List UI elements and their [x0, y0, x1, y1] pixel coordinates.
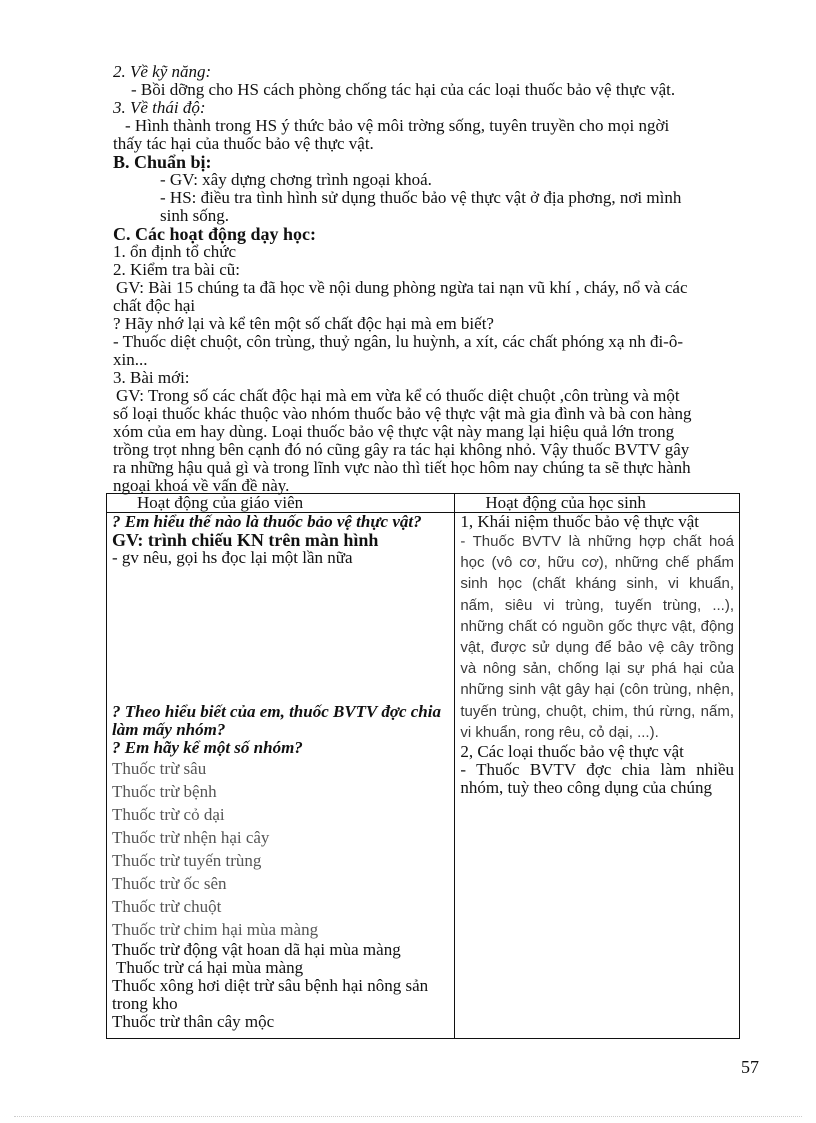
- list-item: Thuốc trừ chuột: [112, 897, 222, 916]
- list-item: Thuốc trừ cá hại mùa màng: [116, 958, 304, 977]
- list-item: Thuốc trừ chim hại mùa màng: [112, 920, 319, 939]
- pesticide-definition: - Thuốc BVTV là những hợp chất hoá học (vô cơ, hữu cơ), những chế phẩm sinh học (chất kháng sinh, vi khuẩn, nấm, siêu vi trùng, tuyến trùng, ...), những chất có nguồn gốc thực vật, động vật, được sử dụng để bảo vệ cây trồng và nông sản, chống lại sự phá hại của những sinh vật gây hại (côn trùng, nhện, tuyến trùng, chuột, chim, thú rừng, nấm, vi khuẩn, rong rêu, cỏ dại, ...).: [460, 533, 734, 741]
- student-column: [455, 513, 740, 1039]
- header-teacher: Hoạt động của giáo viên: [107, 494, 455, 513]
- heading-activities: C. Các hoạt động dạy học:: [113, 224, 317, 244]
- new-lesson-line-5: ra những hậu quả gì và trong lĩnh vực nào thì tiết học hôm nay chúng ta sẽ thực hành: [113, 458, 691, 477]
- skills-text: - Bồi dỡng cho HS cách phòng chống tác hại của các loại thuốc bảo vệ thực vật.: [131, 80, 676, 99]
- new-lesson-line-3: xóm của em hay dùng. Loại thuốc bảo vệ thực vật này mang lại hiệu quả lớn trong: [113, 422, 675, 441]
- list-item: Thuốc trừ tuyến trùng: [112, 851, 262, 870]
- teacher-question-1: ? Em hiểu thế nào là thuốc bảo vệ thực vật?: [112, 512, 422, 531]
- table-body-row: [107, 513, 740, 1039]
- list-item: Thuốc trừ nhện hại cây: [112, 828, 270, 847]
- list-item: Thuốc trừ cỏ dại: [112, 805, 225, 824]
- page-bottom-divider: [14, 1116, 802, 1117]
- step-1: 1. ổn định tổ chức: [113, 242, 237, 261]
- heading-attitude: 3. Về thái độ:: [113, 98, 206, 117]
- attitude-line-2: thấy tác hại của thuốc bảo vệ thực vật.: [113, 134, 374, 153]
- list-item: Thuốc trừ bệnh: [112, 782, 217, 801]
- teacher-column: [107, 513, 455, 1039]
- prep-hs-line-2: sinh sống.: [160, 206, 229, 225]
- step-3: 3. Bài mới:: [113, 368, 190, 387]
- list-item: Thuốc trừ ốc sên: [112, 874, 227, 893]
- new-lesson-line-2: số loại thuốc khác thuộc vào nhóm thuốc bảo vệ thực vật mà gia đình và bà con hàng: [113, 404, 692, 423]
- table-header-row: [107, 494, 740, 513]
- list-item: Thuốc trừ động vật hoan dã hại mùa màng: [112, 940, 401, 959]
- list-item: Thuốc xông hơi diệt trừ sâu bệnh hại nông sản trong kho: [112, 976, 429, 1013]
- review-answer-2: xin...: [113, 350, 148, 369]
- teacher-question-3: ? Em hãy kể một số nhóm?: [112, 738, 303, 757]
- step-2: 2. Kiểm tra bài cũ:: [113, 260, 240, 279]
- page-number: 57: [741, 1057, 759, 1077]
- new-lesson-line-4: trồng trọt nhng bên cạnh đó nó cũng gây ra tác hại không nhỏ. Vậy thuốc BVTV gây: [113, 440, 690, 459]
- list-item: Thuốc trừ sâu: [112, 759, 207, 778]
- pesticide-group-list: [112, 757, 449, 941]
- review-question: ? Hãy nhớ lại và kể tên một số chất độc hại mà em biết?: [113, 314, 494, 333]
- heading-preparation: B. Chuẩn bị:: [113, 152, 212, 172]
- list-item: Thuốc trừ thân cây mộc: [112, 1012, 275, 1031]
- prep-gv: - GV: xây dựng chơng trình ngoại khoá.: [160, 170, 432, 189]
- teacher-spacer: [112, 567, 449, 703]
- activities-table: [106, 493, 740, 1039]
- student-heading-1: 1, Khái niệm thuốc bảo vệ thực vật: [460, 512, 699, 531]
- pesticide-types: - Thuốc BVTV đợc chia làm nhiều nhóm, tuỳ theo công dụng của chúng: [460, 760, 734, 798]
- header-student: Hoạt động của học sinh: [455, 494, 740, 513]
- teacher-question-2: ? Theo hiểu biết của em, thuốc BVTV đợc chia làm mấy nhóm?: [112, 702, 441, 739]
- teacher-show-definition: GV: trình chiếu KN trên màn hình: [112, 530, 379, 550]
- attitude-line-1: - Hình thành trong HS ý thức bảo vệ môi trờng sống, tuyên truyền cho mọi ngời: [125, 116, 670, 135]
- new-lesson-line-1: GV: Trong số các chất độc hại mà em vừa kể có thuốc diệt chuột ,côn trùng và một: [116, 386, 680, 405]
- review-line-2: chất độc hại: [113, 296, 196, 315]
- prep-hs-line-1: - HS: điều tra tình hình sử dụng thuốc bảo vệ thực vật ở địa phơng, nơi mình: [160, 188, 682, 207]
- heading-skills: 2. Về kỹ năng:: [113, 62, 212, 81]
- new-lesson-line-6: ngoại khoá về vấn đề này.: [113, 476, 290, 495]
- review-answer-1: - Thuốc diệt chuột, côn trùng, thuỷ ngân, lu huỳnh, a xít, các chất phóng xạ nh đi-ô-: [113, 332, 683, 351]
- review-line-1: GV: Bài 15 chúng ta đã học về nội dung phòng ngừa tai nạn vũ khí , cháy, nổ và các: [116, 278, 688, 297]
- teacher-note: - gv nêu, gọi hs đọc lại một lần nữa: [112, 548, 353, 567]
- student-heading-2: 2, Các loại thuốc bảo vệ thực vật: [460, 742, 684, 762]
